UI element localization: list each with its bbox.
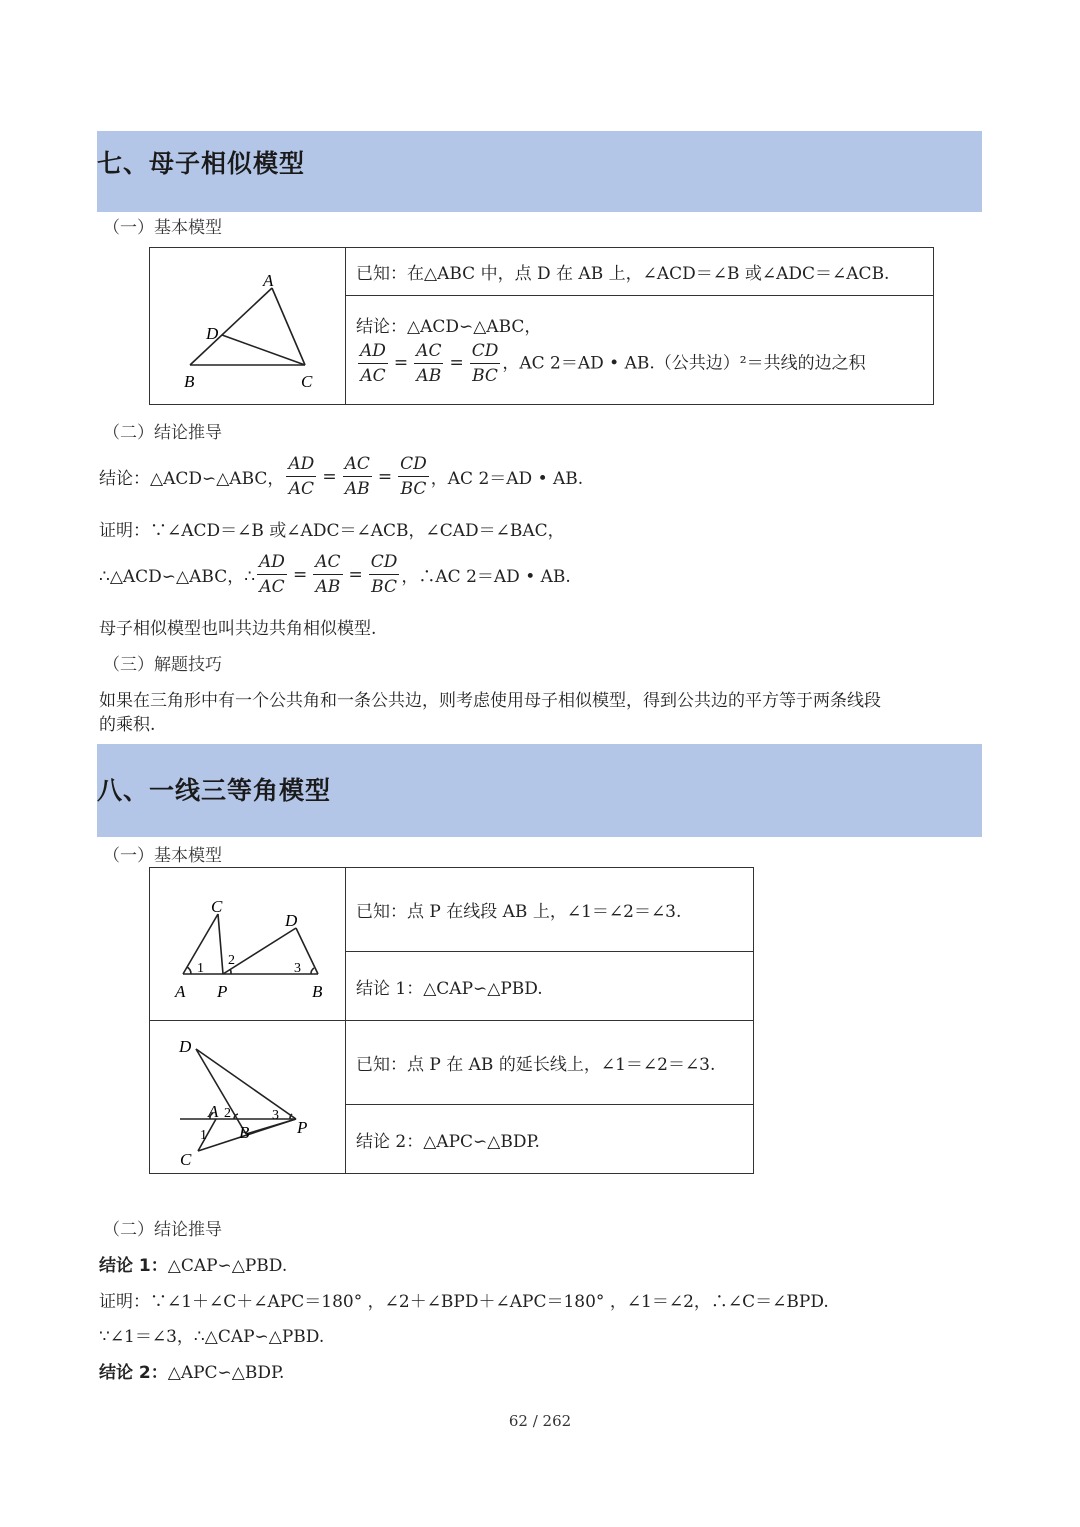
conclusion-2-text: △APC∽△BDP. bbox=[167, 1363, 285, 1383]
f2-angle-1: 1 bbox=[200, 1128, 207, 1143]
tip-line-1: 如果在三角形中有一个公共角和一条公共边，则考虑使用母子相似模型，得到公共边的平方等于两条线段 bbox=[99, 691, 881, 711]
proof-1-line-2: ∵∠1＝∠3，∴△CAP∽△PBD. bbox=[99, 1327, 325, 1347]
mother-child-figure-cell bbox=[150, 248, 346, 405]
mother-child-triangle-figure bbox=[150, 248, 345, 404]
fig1-cell bbox=[150, 868, 346, 1021]
section-8-header bbox=[97, 744, 982, 837]
f1-label-d: D bbox=[285, 911, 298, 930]
label-a: A bbox=[263, 271, 274, 290]
label-d: D bbox=[206, 324, 219, 343]
fig2-cell bbox=[150, 1021, 346, 1174]
row2-given-text: 已知：点 P 在 AB 的延长线上，∠1＝∠2＝∠3. bbox=[356, 1055, 716, 1075]
conclusion-1-text: △CAP∽△PBD. bbox=[167, 1256, 288, 1276]
row1-given-cell bbox=[346, 868, 754, 952]
row2-conclusion-cell bbox=[346, 1105, 754, 1174]
f1-label-p: P bbox=[217, 982, 228, 1001]
f2-label-d: D bbox=[179, 1037, 192, 1056]
section-7-sub-derivation: （二）结论推导 bbox=[103, 423, 222, 443]
section-7-sub-basic-model: （一）基本模型 bbox=[103, 218, 222, 238]
f2-angle-2: 2 bbox=[224, 1106, 231, 1121]
conclusion-2-line bbox=[99, 1358, 284, 1383]
f2-label-p: P bbox=[297, 1118, 308, 1137]
f1-label-b: B bbox=[312, 982, 323, 1001]
section-8-sub-basic-model: （一）基本模型 bbox=[103, 846, 222, 866]
tip-line-2: 的乘积. bbox=[99, 715, 156, 735]
conclusion-1-line bbox=[99, 1251, 287, 1276]
derive-conclusion-line: 结论：△ACD∽△ABC， $\frac{AD}{AC}$ = $\frac{AC}{AB}$ = $\frac{CD}{BC}$ ，AC 2＝AD • AB. bbox=[99, 454, 584, 499]
fraction-ad-ac: $\frac{AD}{AC}$ bbox=[360, 340, 386, 386]
f2-label-b: B bbox=[239, 1123, 250, 1142]
proof-line-1: 证明：∵∠ACD＝∠B 或∠ADC＝∠ACB，∠CAD＝∠BAC， bbox=[99, 521, 565, 541]
mother-child-given-cell bbox=[346, 248, 934, 296]
f2-label-c: C bbox=[180, 1150, 192, 1169]
row2-given-cell bbox=[346, 1021, 754, 1105]
f2-label-a: A bbox=[208, 1102, 219, 1121]
section-7-header bbox=[97, 131, 982, 212]
f2-angle-3: 3 bbox=[272, 1108, 279, 1123]
one-line-three-angles-table bbox=[149, 867, 754, 1174]
section-7-title: 七、母子相似模型 bbox=[97, 149, 306, 178]
mother-child-conclusion-cell bbox=[346, 296, 934, 405]
one-line-figure-1 bbox=[150, 868, 345, 1020]
proof-line-2: ∴△ACD∽△ABC，∴ $\frac{AD}{AC}$ = $\frac{AC}{AB}$ = $\frac{CD}{BC}$ ，∴AC 2＝AD • AB. bbox=[99, 552, 571, 597]
f1-label-c: C bbox=[211, 897, 223, 916]
label-b: B bbox=[184, 372, 195, 391]
row1-conclusion-cell bbox=[346, 952, 754, 1021]
one-line-figure-2 bbox=[150, 1021, 345, 1173]
row1-given-text: 已知：点 P 在线段 AB 上，∠1＝∠2＝∠3. bbox=[356, 902, 682, 922]
mother-child-conclusion-tail: ，AC 2＝AD • AB.（公共边）²＝共线的边之积 bbox=[502, 353, 866, 373]
conclusion-1-label: 结论 1： bbox=[99, 1256, 168, 1276]
section-8-sub-derivation: （二）结论推导 bbox=[103, 1220, 222, 1240]
conclusion-2-label: 结论 2： bbox=[99, 1363, 168, 1383]
mother-child-given-text: 已知：在△ABC 中，点 D 在 AB 上，∠ACD＝∠B 或∠ADC＝∠ACB. bbox=[356, 264, 890, 284]
page-number: 62 / 262 bbox=[508, 1412, 572, 1430]
mother-child-conclusion-formula: $\frac{AD}{AC}$ = $\frac{AC}{AB}$ = $\frac{CD}{BC}$ ，AC 2＝AD • AB.（公共边）²＝共线的边之积 bbox=[360, 340, 866, 386]
f1-label-a: A bbox=[175, 982, 186, 1001]
mother-child-conclusion-line1: 结论：△ACD∽△ABC， bbox=[356, 316, 542, 337]
fraction-cd-bc: $\frac{CD}{BC}$ bbox=[471, 340, 499, 386]
f1-angle-2: 2 bbox=[228, 953, 235, 968]
section-8-title: 八、一线三等角模型 bbox=[97, 776, 332, 805]
label-c: C bbox=[301, 372, 313, 391]
fraction-ac-ab: $\frac{AC}{AB}$ bbox=[416, 340, 442, 386]
f1-angle-3: 3 bbox=[294, 961, 301, 976]
row1-conclusion-text: 结论 1：△CAP∽△PBD. bbox=[356, 978, 543, 999]
model-alias-note: 母子相似模型也叫共边共角相似模型. bbox=[99, 619, 377, 639]
section-7-sub-tips: （三）解题技巧 bbox=[103, 655, 222, 675]
row2-conclusion-text: 结论 2：△APC∽△BDP. bbox=[356, 1131, 540, 1152]
mother-child-model-table bbox=[149, 247, 934, 405]
f1-angle-1: 1 bbox=[197, 961, 204, 976]
proof-1-line-1: 证明：∵∠1＋∠C＋∠APC＝180° ，∠2＋∠BPD＋∠APC＝180° ，∠1＝∠2，∴∠C＝∠BPD. bbox=[99, 1292, 829, 1312]
